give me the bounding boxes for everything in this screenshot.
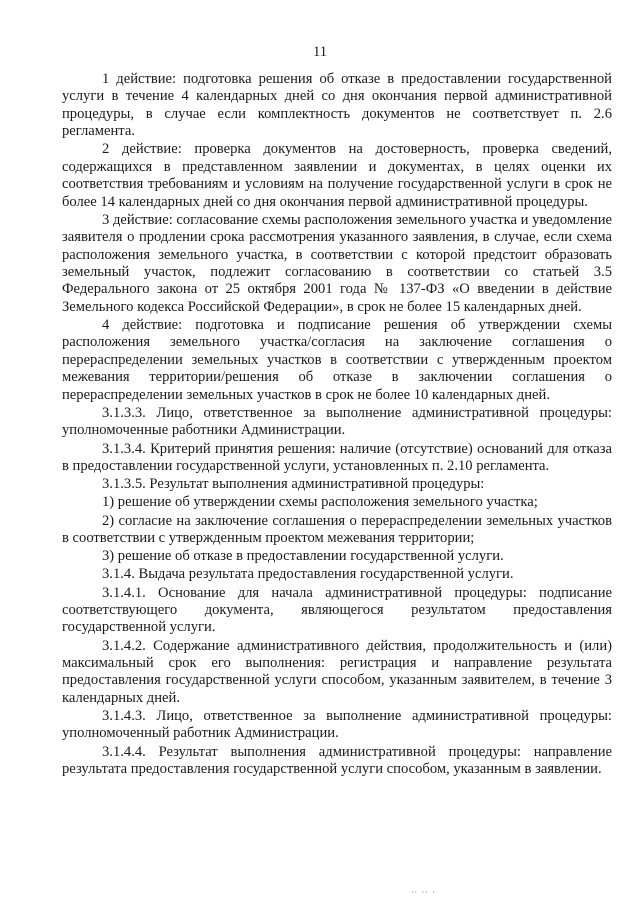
- paragraph-action-1: 1 действие: подготовка решения об отказе в предоставлении государственной услуги в течение 4 календарных дней со дня окончания первой административной процедуры, в случае если комплектность документов не соответствует п. 2.6 регламента.: [62, 71, 612, 140]
- list-item-result-3: 3) решение об отказе в предоставлении государственной услуги.: [102, 548, 504, 565]
- paragraph-3-1-4-4: 3.1.4.4. Результат выполнения административной процедуры: направление результата предоставления государственной услуги способом, указанным в заявлении.: [62, 743, 612, 777]
- document-body: [62, 71, 612, 779]
- paragraph-3-1-4-2: 3.1.4.2. Содержание административного действия, продолжительность и (или) максимальный срок его выполнения: регистрация и направление результата предоставления государственной услуги способом, указанным заявителем, в течение 3 календарных дней.: [62, 637, 612, 706]
- page-number: 11: [312, 44, 328, 60]
- list-item-result-1: 1) решение об утверждении схемы расположения земельного участка;: [102, 494, 538, 511]
- paragraph-3-1-4-3: 3.1.4.3. Лицо, ответственное за выполнение административной процедуры: уполномоченный работник Администрации.: [62, 707, 612, 742]
- paragraph-3-1-3-4: 3.1.3.4. Критерий принятия решения: наличие (отсутствие) оснований для отказа в предоставлении государственной услуги, установленных п. 2.10 регламента.: [62, 440, 612, 474]
- paragraph-action-4: 4 действие: подготовка и подписание решения об утверждении схемы расположения земельного участка/согласия на заключение соглашения о перераспределении земельных участков в соответствии с утвержденным проектом межевания территории/решения об отказе в заключении соглашения о перераспределении земельных участков в срок не более 10 календарных дней.: [62, 317, 612, 403]
- section-heading-3-1-4: 3.1.4. Выдача результата предоставления государственной услуги.: [102, 566, 514, 583]
- scan-artifact-mark: ·· ·· ·: [411, 888, 436, 897]
- paragraph-action-2: 2 действие: проверка документов на достоверность, проверка сведений, содержащихся в представленном заявлении и документах, в целях оценки их соответствия требованиям и условиям на получение государственной услуги в срок не более 14 календарных дней со дня окончания первой административной процедуры.: [62, 141, 612, 210]
- paragraph-action-3: 3 действие: согласование схемы расположения земельного участка и уведомление заявителя о продлении срока рассмотрения указанного заявления, в случае, если схема расположения земельного участка, в соответствии с которой предстоит образовать земельный участок, подлежит согласованию в соответствии со статьей 3.5 Федерального закона от 25 октября 2001 года № 137-ФЗ «О введении в действие Земельного кодекса Российской Федерации», в срок не более 15 календарных дней.: [62, 211, 612, 315]
- list-item-result-2: 2) согласие на заключение соглашения о перераспределении земельных участков в соответствии с утвержденным проектом межевания территории;: [62, 512, 612, 546]
- paragraph-3-1-3-5: 3.1.3.5. Результат выполнения административной процедуры:: [102, 476, 485, 493]
- paragraph-3-1-3-3: 3.1.3.3. Лицо, ответственное за выполнение административной процедуры: уполномоченные работники Администрации.: [62, 404, 612, 439]
- paragraph-3-1-4-1: 3.1.4.1. Основание для начала административной процедуры: подписание соответствующего документа, являющегося результатом предоставления государственной услуги.: [62, 584, 612, 636]
